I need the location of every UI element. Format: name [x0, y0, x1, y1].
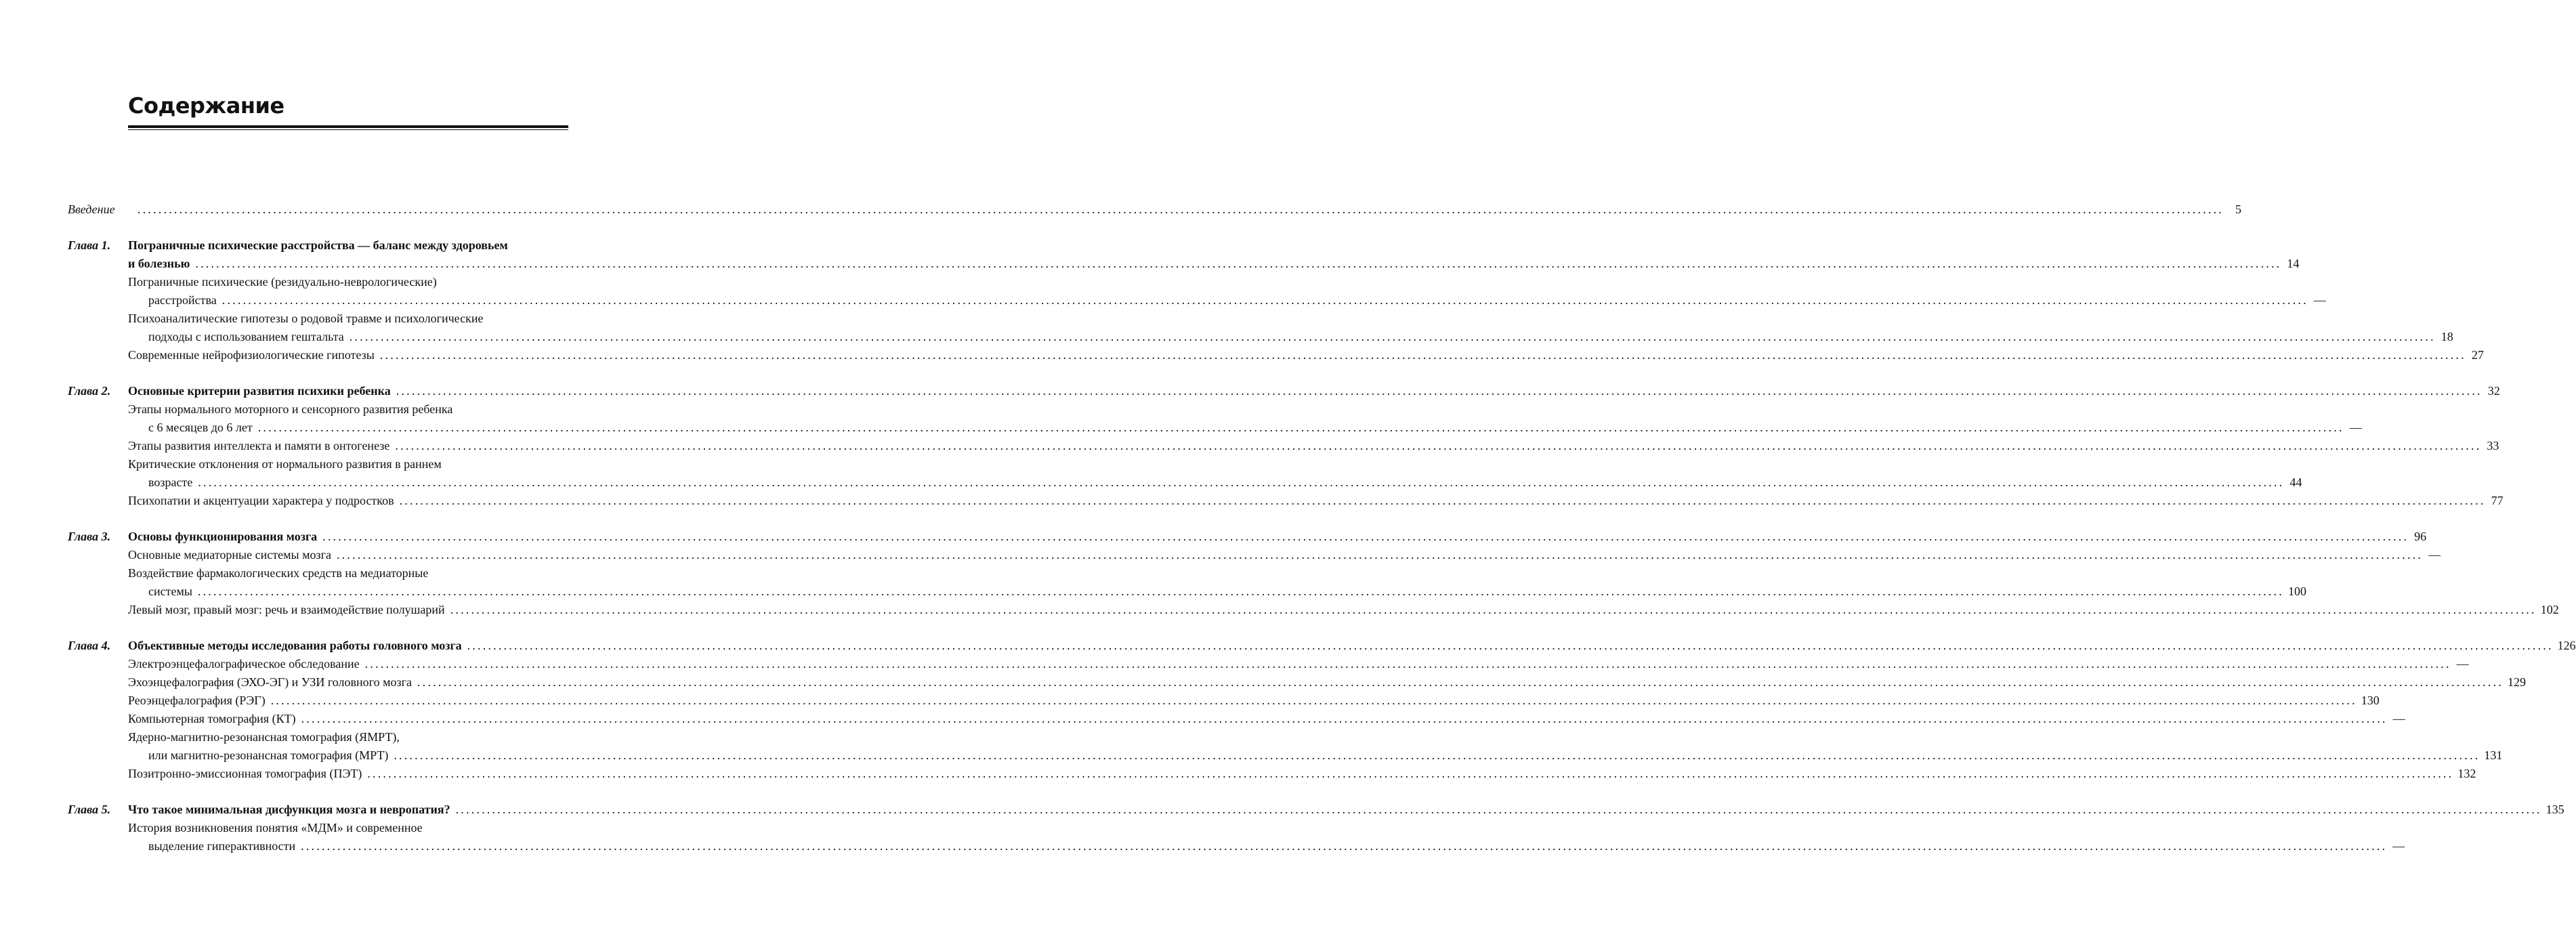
dot-leader: ................................................................................................................................................................................................................................................................................................................................................................................................................ — [221, 293, 2308, 307]
leader-line — [128, 673, 2526, 692]
leader-line — [148, 473, 2302, 492]
section-entry-text: Компьютерная томография (КТ) — [128, 712, 296, 725]
section-entry — [68, 400, 568, 419]
dot-leader: ................................................................................................................................................................................................................................................................................................................................................................................................................ — [455, 803, 2542, 816]
section-entry-cont — [68, 582, 2306, 601]
dot-leader: ................................................................................................................................................................................................................................................................................................................................................................................................................ — [138, 203, 2224, 216]
section-entry-cont-text: или магнитно-резонансная томография (МРТ) — [148, 748, 389, 762]
dot-leader: ................................................................................................................................................................................................................................................................................................................................................................................................................ — [198, 475, 2285, 489]
section-entry — [68, 692, 2380, 710]
chapter-title-text: Пограничные психические расстройства — баланс между здоровьем — [128, 238, 508, 252]
chapter-gap — [68, 510, 568, 528]
chapter-title-text: Основные критерии развития психики ребенка — [128, 384, 391, 398]
page-number: 131 — [2484, 748, 2503, 762]
chapter-title — [68, 637, 2576, 655]
leader-line — [128, 801, 2564, 819]
page-number: — — [2456, 657, 2469, 671]
section-entry-cont — [68, 746, 2503, 765]
page-number: 135 — [2546, 803, 2564, 816]
page-number: 130 — [2361, 694, 2380, 707]
page-number: 102 — [2540, 603, 2559, 616]
chapter-label: Глава 5. — [68, 803, 111, 816]
leader-line — [128, 346, 2484, 364]
chapter-gap — [68, 364, 568, 382]
page-number: 18 — [2441, 330, 2453, 343]
table-of-contents — [68, 200, 2576, 855]
page-number: 129 — [2507, 675, 2526, 689]
leader-line — [128, 546, 2441, 564]
page-number: 14 — [2287, 257, 2300, 270]
chapter-label: Глава 1. — [68, 238, 111, 252]
section-entry-cont — [68, 473, 2302, 492]
page-number: — — [2349, 421, 2362, 434]
leader-line — [148, 291, 2326, 310]
page-number: 126 — [2557, 639, 2576, 652]
section-entry-text: Основные медиаторные системы мозга — [128, 548, 331, 562]
section-entry-text: Реоэнцефалография (РЭГ) — [128, 694, 266, 707]
page-title: Содержание — [128, 93, 284, 119]
leader-line — [128, 765, 2476, 783]
chapter-title — [68, 236, 568, 255]
section-entry — [68, 601, 2559, 619]
section-entry — [68, 819, 568, 837]
chapter-title — [68, 528, 2427, 546]
leader-line — [148, 837, 2405, 855]
chapter-title-text: Объективные методы исследования работы головного мозга — [128, 639, 462, 652]
leader-line — [128, 692, 2380, 710]
leader-line — [128, 528, 2427, 546]
chapter-label: Глава 2. — [68, 384, 111, 398]
section-entry-cont-text: расстройства — [148, 293, 217, 307]
section-entry-text: Электроэнцефалографическое обследование — [128, 657, 360, 671]
leader-line — [128, 655, 2469, 673]
title-rule-thick — [128, 125, 568, 128]
section-entry — [68, 310, 568, 328]
title-rule-thin — [128, 129, 568, 130]
dot-leader: ................................................................................................................................................................................................................................................................................................................................................................................................................ — [450, 603, 2537, 616]
dot-leader: ................................................................................................................................................................................................................................................................................................................................................................................................................ — [195, 257, 2282, 270]
chapter-gap — [68, 219, 568, 236]
section-entry-text: Левый мозг, правый мозг: речь и взаимодействие полушарий — [128, 603, 445, 616]
section-entry — [68, 673, 2526, 692]
section-entry-text: Психопатии и акцентуации характера у подростков — [128, 494, 394, 507]
page-number: 77 — [2491, 494, 2504, 507]
dot-leader: ................................................................................................................................................................................................................................................................................................................................................................................................................ — [394, 748, 2480, 762]
section-entry-text: Современные нейрофизиологические гипотезы — [128, 348, 375, 362]
dot-leader: ................................................................................................................................................................................................................................................................................................................................................................................................................ — [270, 694, 2357, 707]
chapter-title-text: Основы функционирования мозга — [128, 530, 318, 543]
dot-leader: ................................................................................................................................................................................................................................................................................................................................................................................................................ — [467, 639, 2554, 652]
leader-line — [128, 601, 2559, 619]
dot-leader: ................................................................................................................................................................................................................................................................................................................................................................................................................ — [399, 494, 2486, 507]
chapter-gap — [68, 783, 568, 801]
dot-leader: ................................................................................................................................................................................................................................................................................................................................................................................................................ — [197, 585, 2284, 598]
chapter-title-cont — [68, 255, 2300, 273]
section-entry-text: Психоаналитические гипотезы о родовой травме и психологические — [128, 312, 484, 325]
dot-leader: ................................................................................................................................................................................................................................................................................................................................................................................................................ — [301, 712, 2388, 725]
section-entry-text: История возникновения понятия «МДМ» и современное — [128, 821, 423, 834]
leader-line — [128, 637, 2576, 655]
page-number: 44 — [2289, 475, 2302, 489]
page-number: — — [2392, 839, 2405, 853]
dot-leader: ................................................................................................................................................................................................................................................................................................................................................................................................................ — [301, 839, 2388, 853]
section-entry — [68, 765, 2476, 783]
section-entry-text: Этапы нормального моторного и сенсорного развития ребенка — [128, 402, 453, 416]
section-entry-text: Позитронно-эмиссионная томография (ПЭТ) — [128, 767, 362, 780]
leader-line — [148, 419, 2362, 437]
page-number: 5 — [2235, 203, 2241, 216]
dot-leader: ................................................................................................................................................................................................................................................................................................................................................................................................................ — [349, 330, 2436, 343]
section-entry-text: Воздействие фармакологических средств на медиаторные — [128, 566, 429, 580]
dot-leader: ................................................................................................................................................................................................................................................................................................................................................................................................................ — [257, 421, 2344, 434]
section-entry — [68, 728, 568, 746]
section-entry-cont-text: подходы с использованием гештальта — [148, 330, 344, 343]
page-number: 27 — [2471, 348, 2484, 362]
chapter-title-cont-text: и болезнью — [128, 257, 190, 270]
leader-line — [148, 328, 2453, 346]
dot-leader: ................................................................................................................................................................................................................................................................................................................................................................................................................ — [379, 348, 2466, 362]
section-entry — [68, 492, 2504, 510]
leader-line — [128, 710, 2405, 728]
section-entry — [68, 655, 2469, 673]
page-number: 132 — [2457, 767, 2476, 780]
page-number: — — [2313, 293, 2326, 307]
section-entry-text: Ядерно-магнитно-резонансная томография (ЯМРТ), — [128, 730, 400, 744]
section-entry — [68, 710, 2405, 728]
section-entry-text: Пограничные психические (резидуально-неврологические) — [128, 275, 437, 289]
section-entry-cont-text: выделение гиперактивности — [148, 839, 296, 853]
page-number: — — [2428, 548, 2441, 562]
toc-entry-intro — [68, 200, 2241, 219]
page-number: — — [2392, 712, 2405, 725]
section-entry — [68, 273, 568, 291]
section-entry — [68, 564, 568, 582]
page-number: 33 — [2487, 439, 2499, 452]
chapter-title-text: Что такое минимальная дисфункция мозга и невропатия? — [128, 803, 450, 816]
leader-line — [148, 746, 2503, 765]
chapter-label: Глава 3. — [68, 530, 111, 543]
section-entry — [68, 546, 2441, 564]
section-entry-cont — [68, 291, 2326, 310]
section-entry — [68, 455, 568, 473]
section-entry-text: Критические отклонения от нормального развития в раннем — [128, 457, 442, 471]
leader-line — [128, 255, 2300, 273]
section-entry-text: Этапы развития интеллекта и памяти в онтогенезе — [128, 439, 390, 452]
leader-line — [148, 582, 2306, 601]
chapter-title — [68, 382, 2500, 400]
dot-leader: ................................................................................................................................................................................................................................................................................................................................................................................................................ — [417, 675, 2504, 689]
section-entry-cont-text: с 6 месяцев до 6 лет — [148, 421, 253, 434]
leader-line — [128, 437, 2499, 455]
page-number: 32 — [2487, 384, 2500, 398]
chapter-title — [68, 801, 2564, 819]
section-entry-cont — [68, 419, 2362, 437]
section-entry-cont-text: возрасте — [148, 475, 193, 489]
dot-leader: ................................................................................................................................................................................................................................................................................................................................................................................................................ — [367, 767, 2454, 780]
dot-leader: ................................................................................................................................................................................................................................................................................................................................................................................................................ — [364, 657, 2451, 671]
section-entry-cont-text: системы — [148, 585, 192, 598]
leader-line — [128, 492, 2504, 510]
section-entry-cont — [68, 837, 2405, 855]
dot-leader: ................................................................................................................................................................................................................................................................................................................................................................................................................ — [336, 548, 2423, 562]
dot-leader: ................................................................................................................................................................................................................................................................................................................................................................................................................ — [322, 530, 2409, 543]
leader-line — [128, 382, 2500, 400]
page-number: 100 — [2287, 585, 2306, 598]
dot-leader: ................................................................................................................................................................................................................................................................................................................................................................................................................ — [395, 439, 2482, 452]
chapter-label: Глава 4. — [68, 639, 111, 652]
intro-label: Введение — [68, 203, 115, 216]
page-number: 96 — [2414, 530, 2427, 543]
chapter-gap — [68, 619, 568, 637]
dot-leader: ................................................................................................................................................................................................................................................................................................................................................................................................................ — [396, 384, 2483, 398]
leader-line — [132, 200, 2241, 219]
section-entry-text: Эхоэнцефалография (ЭХО-ЭГ) и УЗИ головного мозга — [128, 675, 412, 689]
section-entry — [68, 346, 2484, 364]
section-entry-cont — [68, 328, 2453, 346]
section-entry — [68, 437, 2499, 455]
